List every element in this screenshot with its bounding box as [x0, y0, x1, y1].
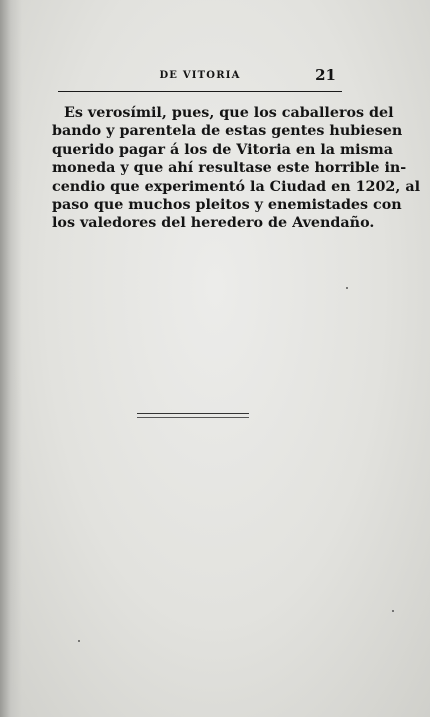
text-line: bando y parentela de estas gentes hubiesen: [52, 123, 403, 140]
text-line: Es verosímil, pues, que los caballeros del: [64, 105, 394, 121]
end-ornament-rule: [137, 413, 249, 418]
header-rule: [58, 91, 342, 92]
text-line: paso que muchos pleitos y enemistades con: [52, 197, 402, 214]
paper-speck: [78, 640, 80, 642]
text-line: los valedores del heredero de Avendaño.: [52, 215, 375, 232]
page-number: 21: [315, 66, 336, 84]
running-head-title: DE VITORIA: [159, 70, 241, 81]
text-line: moneda y que ahí resultase este horrible in-: [52, 160, 407, 177]
running-head: [58, 68, 342, 90]
text-line: querido pagar á los de Vitoria en la misma: [52, 141, 394, 158]
text-line: cendio que experimentó la Ciudad en 1202, al: [52, 178, 421, 195]
paper-speck: [346, 287, 348, 289]
binding-shadow: [0, 0, 22, 717]
body-paragraph: [52, 104, 421, 233]
paper-speck: [392, 610, 394, 612]
